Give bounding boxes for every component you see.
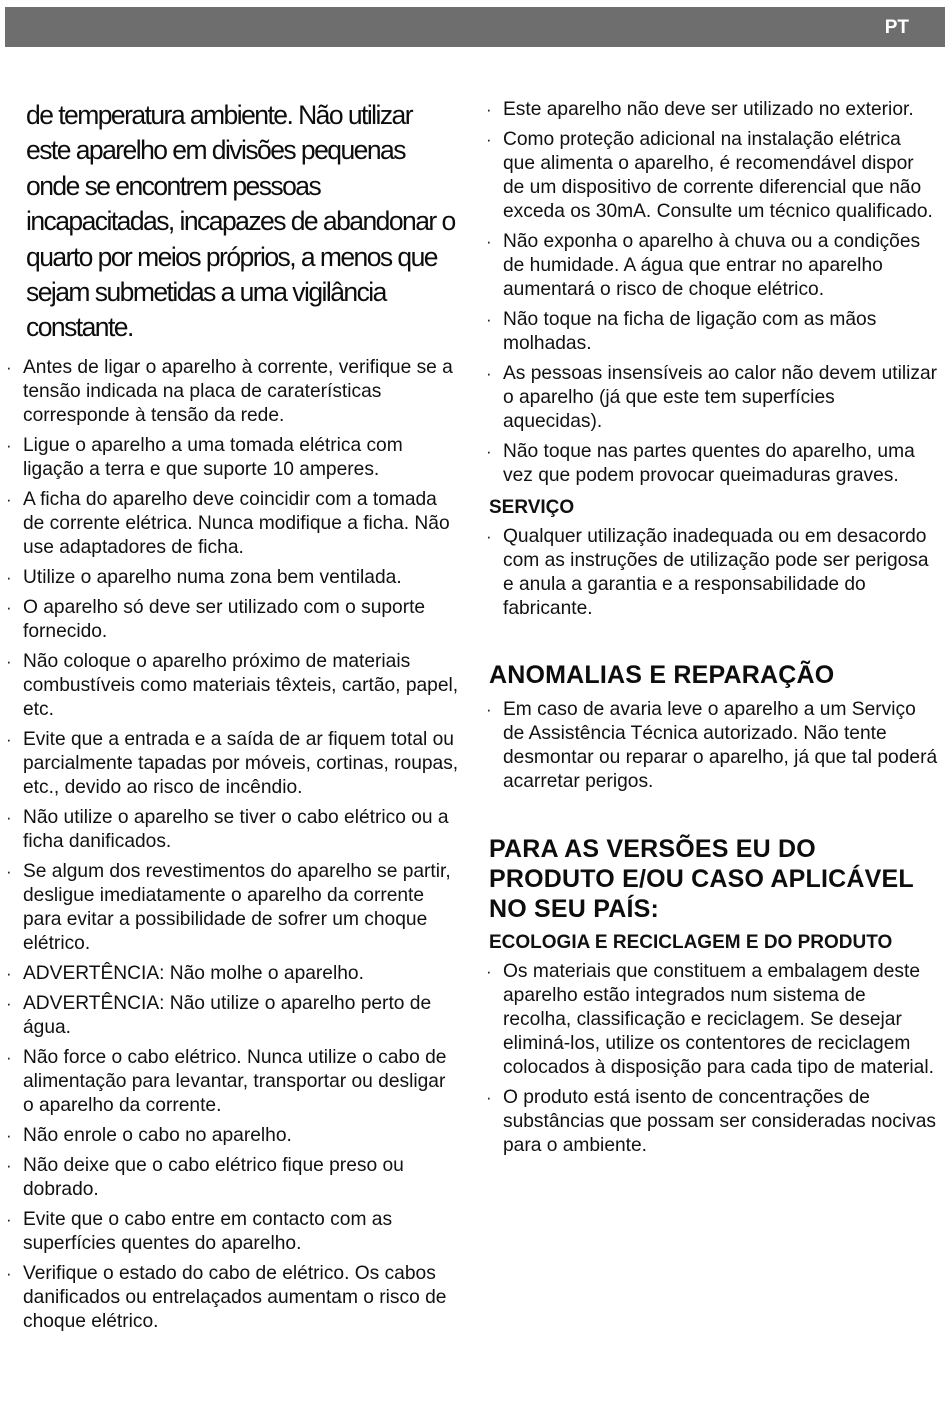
service-heading: SERVIÇO xyxy=(489,497,575,518)
bullet-dot-icon: · xyxy=(6,993,12,1013)
bullet-dot-icon: · xyxy=(6,807,12,827)
bullet-dot-icon: · xyxy=(6,489,12,509)
list-item xyxy=(486,960,938,1080)
bullet-dot-icon: · xyxy=(486,364,492,383)
list-item-text: Evite que a entrada e a saída de ar fiquem total ou parcialmente tapadas por móveis, cortinas, roupas, etc., devido ao risco de incêndio. xyxy=(23,728,459,798)
list-item-text: Não toque na ficha de ligação com as mãos molhadas. xyxy=(503,309,877,354)
bullet-dot-icon: · xyxy=(6,963,12,983)
list-item-text: Verifique o estado do cabo de elétrico. Os cabos danificados ou entrelaçados aumentam o risco de choque elétrico. xyxy=(23,1262,447,1332)
list-item xyxy=(486,128,938,224)
bullet-dot-icon: · xyxy=(486,527,492,546)
bullet-dot-icon: · xyxy=(6,861,12,881)
bullet-dot-icon: · xyxy=(6,1263,12,1283)
list-item xyxy=(6,650,461,722)
list-item-text: Não exponha o aparelho à chuva ou a condições de humidade. A água que entrar no aparelho aumentará o risco de choque elétrico. xyxy=(503,231,921,300)
bullet-dot-icon: · xyxy=(486,962,492,981)
bullet-dot-icon: · xyxy=(6,1209,12,1229)
list-item xyxy=(6,488,461,560)
list-item-text: Antes de ligar o aparelho à corrente, verifique se a tensão indicada na placa de caraterísticas corresponde à tensão da rede. xyxy=(23,356,453,426)
list-item xyxy=(6,1262,461,1334)
list-item xyxy=(486,440,938,488)
bullet-dot-icon: · xyxy=(6,651,12,671)
anomalias-heading: ANOMALIAS E REPARAÇÃO xyxy=(489,661,835,689)
list-item-text: Não utilize o aparelho se tiver o cabo elétrico ou a ficha danificados. xyxy=(23,806,449,852)
list-item xyxy=(486,98,938,122)
list-item-text: O produto está isento de concentrações de substâncias que possam ser consideradas nocivas para o ambiente. xyxy=(503,1087,937,1156)
list-item-text: ADVERTÊNCIA: Não utilize o aparelho perto de água. xyxy=(23,992,432,1038)
list-item-text: Se algum dos revestimentos do aparelho se partir, desligue imediatamente o aparelho da corrente para evitar a possibilidade de sofrer um choque elétrico. xyxy=(23,860,451,954)
list-item xyxy=(6,806,461,854)
list-item xyxy=(486,230,938,302)
list-item-text: O aparelho só deve ser utilizado com o suporte fornecido. xyxy=(23,596,426,642)
bullet-dot-icon: · xyxy=(6,1047,12,1067)
bullet-dot-icon: · xyxy=(486,130,492,149)
list-item xyxy=(6,1154,461,1202)
bullet-dot-icon: · xyxy=(486,310,492,329)
bullet-dot-icon: · xyxy=(486,442,492,461)
lead-paragraph: de temperatura ambiente. Não utilizar este aparelho em divisões pequenas onde se encontrem pessoas incapacitadas, incapazes de abandonar o quarto por meios próprios, a menos que sejam submetidas a uma vigilância constante. xyxy=(26,100,455,343)
list-item xyxy=(6,962,461,986)
list-item xyxy=(486,362,938,434)
bullet-dot-icon: · xyxy=(6,357,12,377)
list-item xyxy=(486,698,938,794)
list-item xyxy=(6,728,461,800)
ecology-heading: ECOLOGIA E RECICLAGEM E DO PRODUTO xyxy=(489,932,893,953)
header-bar xyxy=(5,7,945,47)
bullet-dot-icon: · xyxy=(486,100,492,119)
list-item-text: Os materiais que constituem a embalagem deste aparelho estão integrados num sistema de recolha, classificação e reciclagem. Se desejar eliminá-los, utilize os contentores de reciclagem colocados à disposição para cada tipo de material. xyxy=(503,961,934,1078)
list-item-text: Não coloque o aparelho próximo de materiais combustíveis como materiais têxteis, cartão, papel, etc. xyxy=(23,650,459,720)
bullet-dot-icon: · xyxy=(486,700,492,719)
right-column xyxy=(486,98,938,1164)
list-item xyxy=(6,1046,461,1118)
list-item-text: Não toque nas partes quentes do aparelho, uma vez que podem provocar queimaduras graves. xyxy=(503,441,915,486)
list-item-text: Não deixe que o cabo elétrico fique preso ou dobrado. xyxy=(23,1154,404,1200)
list-item xyxy=(486,1086,938,1158)
bullet-dot-icon: · xyxy=(6,597,12,617)
bullet-dot-icon: · xyxy=(486,232,492,251)
bullet-dot-icon: · xyxy=(6,729,12,749)
list-item-text: Evite que o cabo entre em contacto com as superfícies quentes do aparelho. xyxy=(23,1208,393,1254)
list-item-text: Em caso de avaria leve o aparelho a um Serviço de Assistência Técnica autorizado. Não tente desmontar ou reparar o aparelho, já que tal poderá acarretar perigos. xyxy=(503,699,938,792)
versions-heading: PARA AS VERSÕES EU DO PRODUTO E/OU CASO APLICÁVEL NO SEU PAÍS: xyxy=(489,835,914,923)
left-column xyxy=(6,98,461,1340)
list-item-text: Qualquer utilização inadequada ou em desacordo com as instruções de utilização pode ser perigosa e anula a garantia e a responsabilidade do fabricante. xyxy=(503,526,929,619)
list-item-text: Este aparelho não deve ser utilizado no exterior. xyxy=(503,99,914,120)
bullet-dot-icon: · xyxy=(6,1155,12,1175)
list-item xyxy=(6,434,461,482)
list-item xyxy=(6,596,461,644)
list-item-text: Como proteção adicional na instalação elétrica que alimenta o aparelho, é recomendável dispor de um dispositivo de corrente diferencial que não exceda os 30mA. Consulte um técnico qualificado. xyxy=(503,129,933,222)
spacer xyxy=(486,627,938,660)
list-item xyxy=(6,992,461,1040)
list-item-text: Utilize o aparelho numa zona bem ventilada. xyxy=(23,566,402,588)
list-item-text: ADVERTÊNCIA: Não molhe o aparelho. xyxy=(23,962,364,984)
list-item-text: A ficha do aparelho deve coincidir com a tomada de corrente elétrica. Nunca modifique a ficha. Não use adaptadores de ficha. xyxy=(23,488,450,558)
bullet-dot-icon: · xyxy=(6,567,12,587)
list-item xyxy=(486,308,938,356)
ecology-list xyxy=(486,960,938,1158)
list-item xyxy=(6,566,461,590)
list-item-text: Ligue o aparelho a uma tomada elétrica com ligação a terra e que suporte 10 amperes. xyxy=(23,434,403,480)
list-item-text: Não force o cabo elétrico. Nunca utilize o cabo de alimentação para levantar, transportar ou desligar o aparelho da corrente. xyxy=(23,1046,447,1116)
list-item xyxy=(6,356,461,428)
list-item xyxy=(6,860,461,956)
list-item-text: As pessoas insensíveis ao calor não devem utilizar o aparelho (já que este tem superfícies aquecidas). xyxy=(503,363,938,432)
spacer xyxy=(486,800,938,834)
left-safety-list xyxy=(6,356,461,1334)
list-item xyxy=(6,1124,461,1148)
bullet-dot-icon: · xyxy=(6,435,12,455)
list-item xyxy=(6,1208,461,1256)
bullet-dot-icon: · xyxy=(486,1088,492,1107)
anomalias-list xyxy=(486,698,938,794)
list-item xyxy=(486,525,938,621)
list-item-text: Não enrole o cabo no aparelho. xyxy=(23,1124,292,1146)
service-list xyxy=(486,525,938,621)
language-code: PT xyxy=(884,17,909,38)
bullet-dot-icon: · xyxy=(6,1125,12,1145)
right-safety-list xyxy=(486,98,938,488)
